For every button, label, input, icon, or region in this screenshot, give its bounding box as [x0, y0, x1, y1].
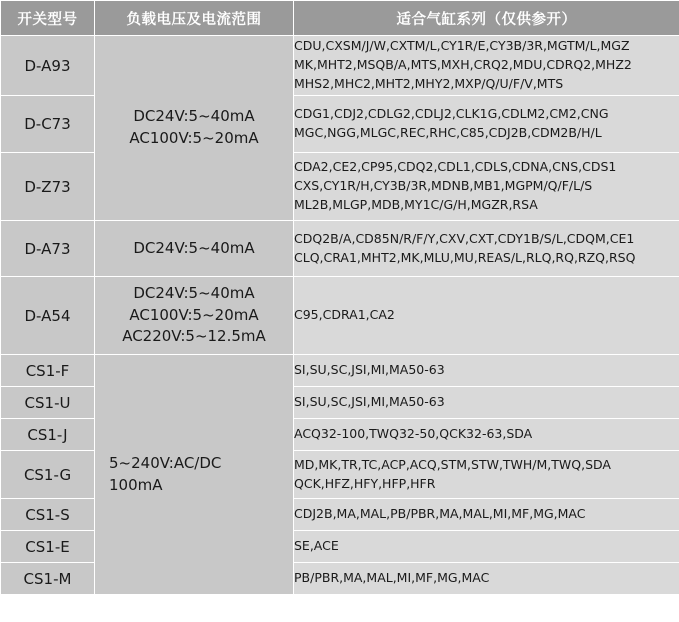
cell-model: CS1-F [1, 355, 95, 387]
series-line: MHS2,MHC2,MHT2,MHY2,MXP/Q/U/F/V,MTS [294, 75, 564, 91]
cell-model: CS1-G [1, 451, 95, 499]
cell-series [294, 221, 679, 277]
cell-series [294, 36, 679, 96]
voltage-line: AC100V:5~20mA [129, 305, 259, 324]
cell-model: CS1-U [1, 387, 95, 419]
series-line: CDJ2B,MA,MAL,PB/PBR,MA,MAL,MI,MF,MG,MAC [294, 506, 586, 522]
cell-series [294, 277, 679, 355]
cell-voltage [95, 277, 294, 355]
cell-model: CS1-E [1, 531, 95, 563]
cell-series [294, 96, 679, 153]
table-body [1, 1, 679, 595]
series-line: ML2B,MLGP,MDB,MY1C/G/H,MGZR,RSA [294, 196, 538, 212]
series-line: SI,SU,SC,JSI,MI,MA50-63 [294, 394, 445, 410]
series-line: SI,SU,SC,JSI,MI,MA50-63 [294, 362, 445, 378]
cell-series [294, 563, 679, 595]
table-row [1, 355, 679, 387]
cell-series [294, 387, 679, 419]
series-line: CDQ2B/A,CD85N/R/F/Y,CXV,CXT,CDY1B/S/L,CDQM,CE1 [294, 230, 635, 246]
series-line: MGC,NGG,MLGC,REC,RHC,C85,CDJ2B,CDM2B/H/L [294, 125, 602, 140]
cell-model: D-A93 [1, 36, 95, 96]
series-line: QCK,HFZ,HFY,HFP,HFR [294, 475, 436, 491]
voltage-line: DC24V:5~40mA [133, 238, 255, 257]
voltage-line: 5~240V:AC/DC [109, 453, 222, 472]
cell-model: D-A54 [1, 277, 95, 355]
series-line: CLQ,CRA1,MHT2,MK,MLU,MU,REAS/L,RLQ,RQ,RZQ,RSQ [294, 249, 636, 265]
cell-series [294, 531, 679, 563]
table-header-row [1, 1, 679, 36]
series-line: MK,MHT2,MSQB/A,MTS,MXH,CRQ2,MDU,CDRQ2,MHZ2 [294, 57, 632, 73]
cell-series [294, 451, 679, 499]
series-line: CXS,CY1R/H,CY3B/3R,MDNB,MB1,MGPM/Q/F/L/S [294, 178, 593, 194]
header-voltage: 负载电压及电流范围 [95, 1, 294, 36]
series-line: CDG1,CDJ2,CDLG2,CDLJ2,CLK1G,CDLM2,CM2,CNG [294, 106, 609, 122]
cell-model: D-A73 [1, 221, 95, 277]
cell-model: D-Z73 [1, 153, 95, 221]
cell-voltage [95, 355, 294, 595]
cell-series [294, 355, 679, 387]
cell-model: CS1-M [1, 563, 95, 595]
voltage-line: DC24V:5~40mA [133, 107, 255, 126]
series-line: ACQ32-100,TWQ32-50,QCK32-63,SDA [294, 426, 533, 442]
header-model: 开关型号 [1, 1, 95, 36]
voltage-line: AC100V:5~20mA [129, 129, 259, 147]
series-line: MD,MK,TR,TC,ACP,ACQ,STM,STW,TWH/M,TWQ,SDA [294, 456, 611, 472]
series-line: C95,CDRA1,CA2 [294, 307, 395, 323]
header-series: 适合气缸系列（仅供参开） [294, 1, 679, 36]
cell-series [294, 419, 679, 451]
series-line: CDU,CXSM/J/W,CXTM/L,CY1R/E,CY3B/3R,MGTM/L,MGZ [294, 38, 630, 54]
table-row [1, 221, 679, 277]
series-line: CDA2,CE2,CP95,CDQ2,CDL1,CDLS,CDNA,CNS,CDS1 [294, 159, 617, 175]
cell-series [294, 499, 679, 531]
voltage-line: AC220V:5~12.5mA [122, 327, 266, 346]
series-line: SE,ACE [294, 538, 339, 554]
cell-model: CS1-J [1, 419, 95, 451]
series-line: PB/PBR,MA,MAL,MI,MF,MG,MAC [294, 570, 490, 586]
voltage-line: 100mA [109, 475, 163, 494]
cell-voltage [95, 36, 294, 221]
cell-model: D-C73 [1, 96, 95, 153]
cell-series [294, 153, 679, 221]
cell-voltage [95, 221, 294, 277]
table-row [1, 277, 679, 355]
cell-model: CS1-S [1, 499, 95, 531]
voltage-line: DC24V:5~40mA [133, 283, 255, 302]
table-row [1, 36, 679, 96]
